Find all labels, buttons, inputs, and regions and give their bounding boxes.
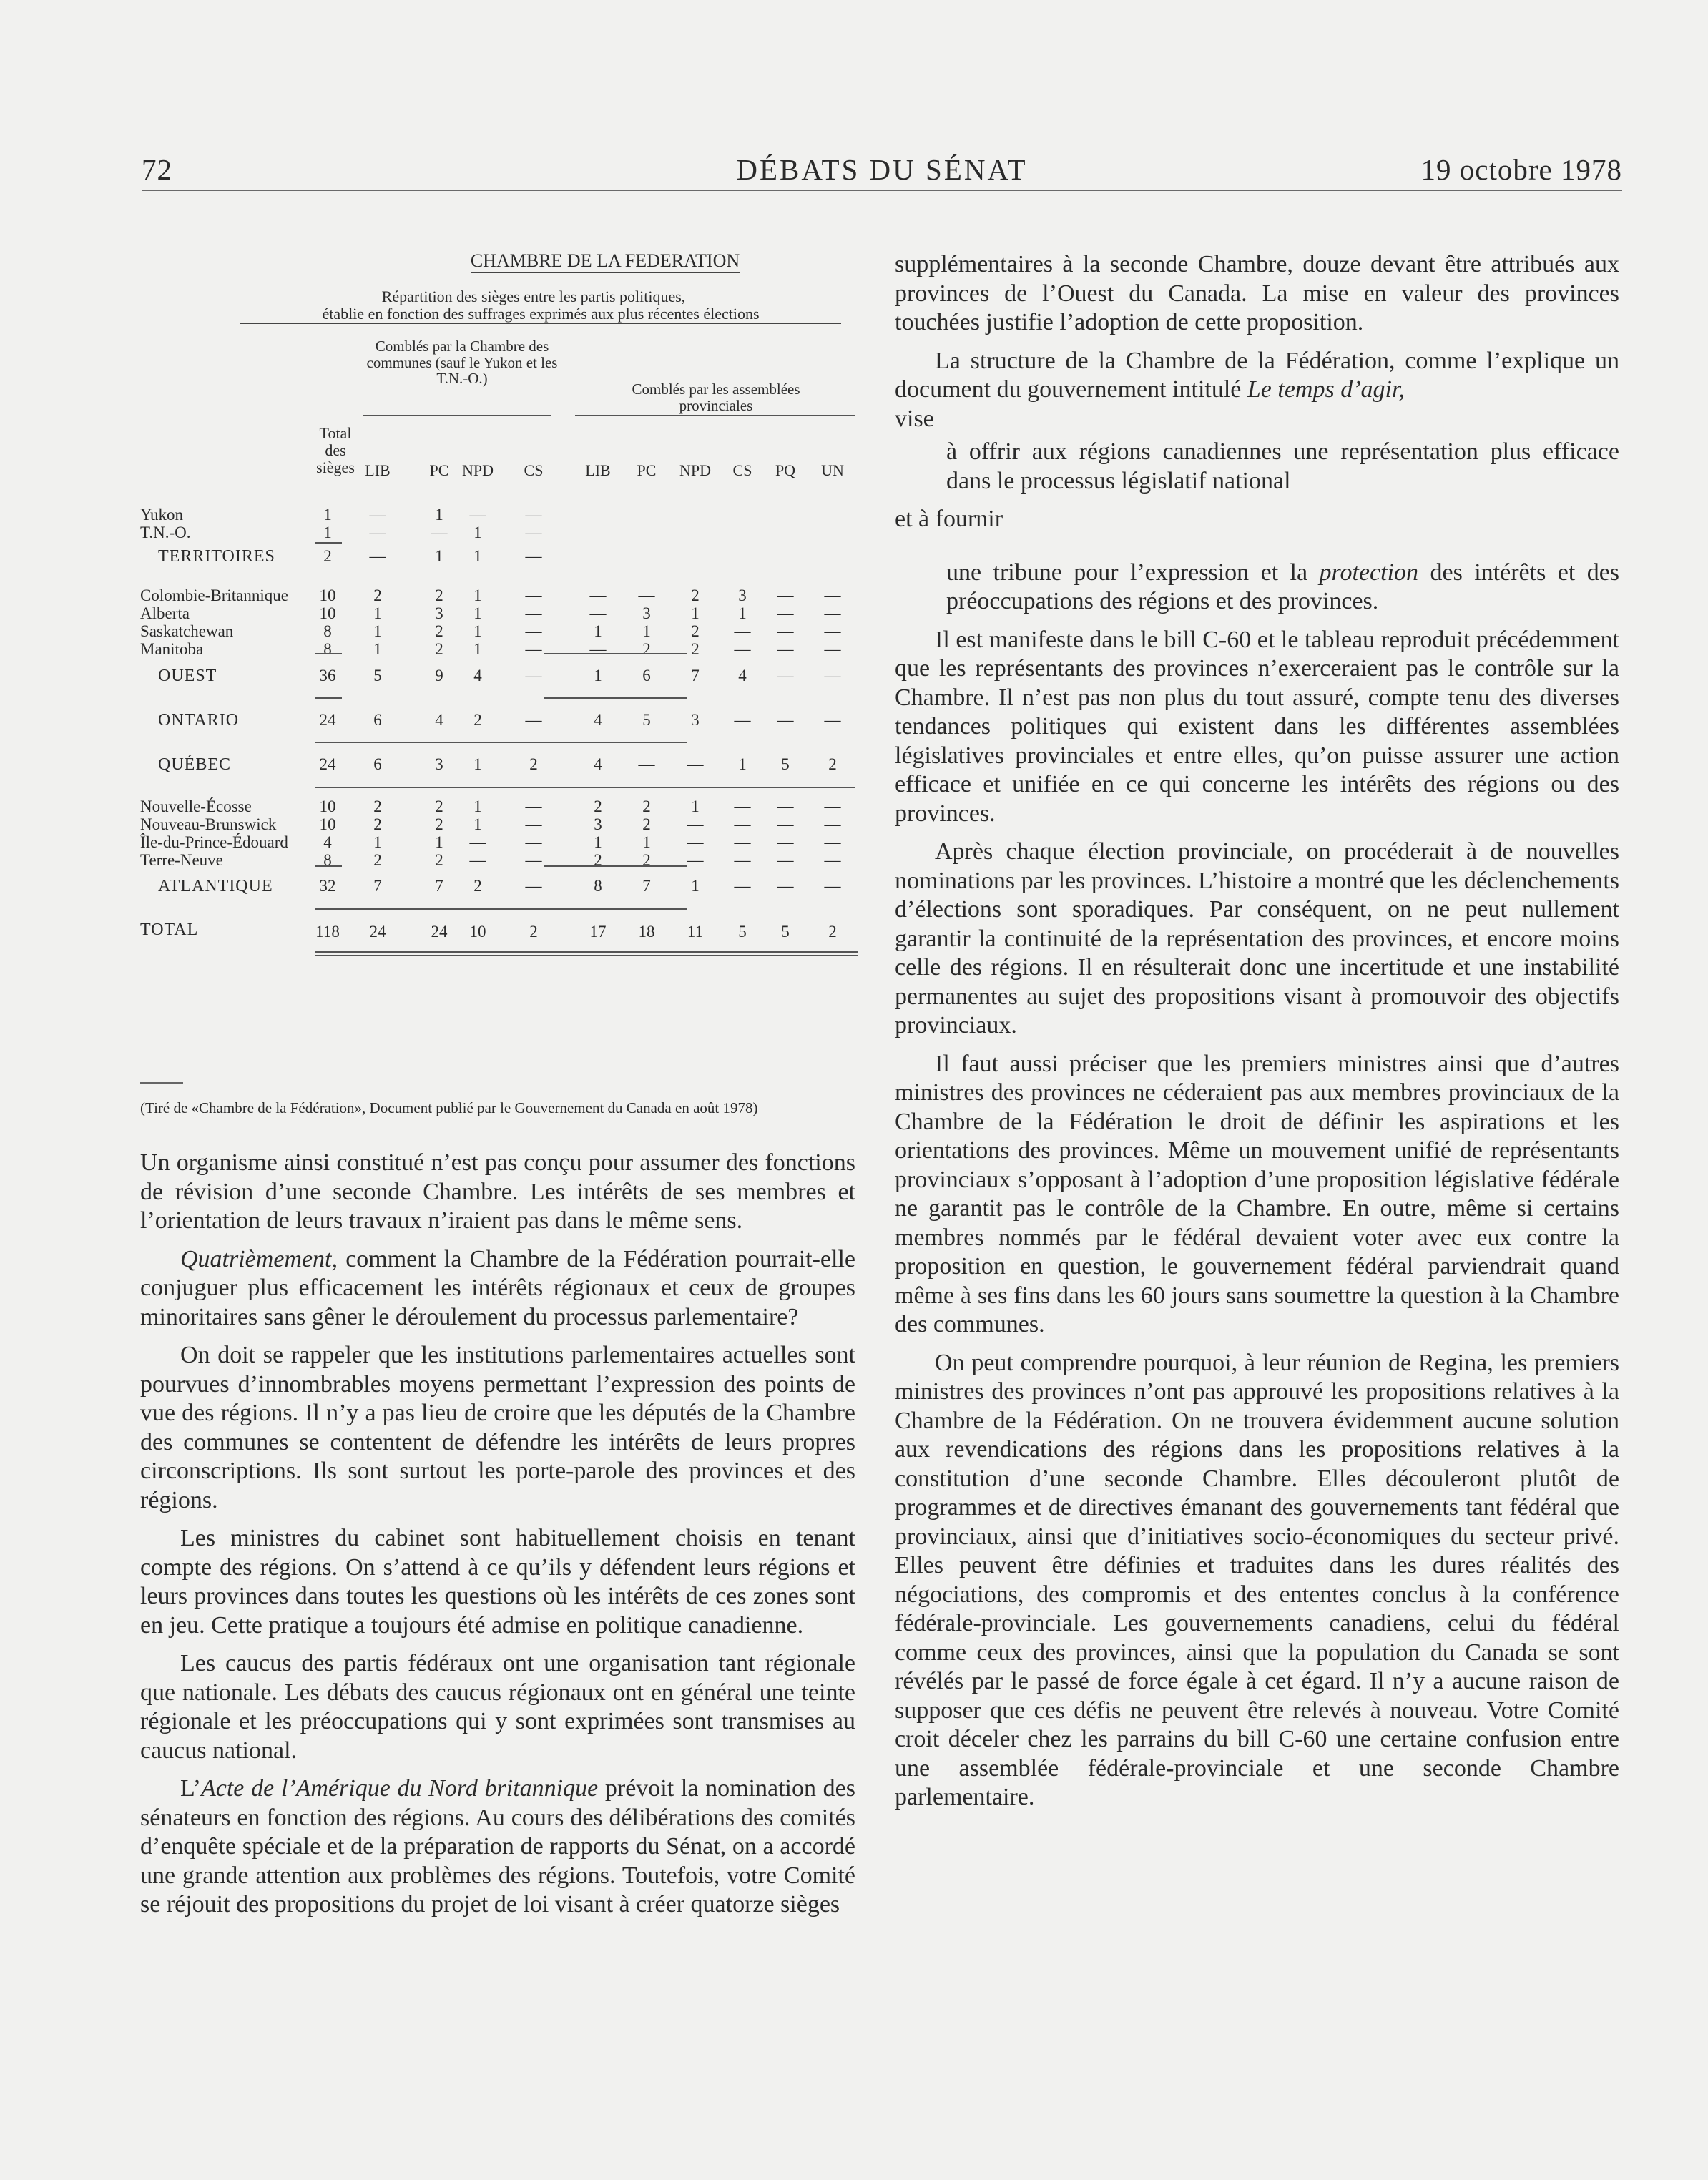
table-cell: 2 [828, 923, 837, 941]
group2-rule [575, 415, 855, 416]
subtotal-rule [544, 908, 687, 910]
table-cell: — [824, 586, 841, 604]
row-label: T.N.-O. [140, 524, 191, 541]
table-cell: 118 [315, 923, 340, 941]
table-source-note: (Tiré de «Chambre de la Fédération», Document publié par le Gouvernement du Canada en août 1978) [140, 1099, 758, 1116]
paragraph: supplémentaires à la seconde Chambre, douze devant être attribués aux provinces de l’Ouest du Canada. La mise en valeur des provinces touchées justifie l’adoption de cette proposition. [895, 251, 1619, 335]
table-cell: — [777, 877, 794, 895]
row-label: QUÉBEC [158, 755, 231, 774]
table-cell: 7 [642, 877, 651, 895]
column-header: NPD [679, 461, 711, 479]
block-quote: à offrir aux régions canadiennes une représentation plus efficace dans le processus législatif national [946, 438, 1619, 494]
table-cell: — [525, 604, 542, 622]
table-cell: — [525, 851, 542, 869]
table-cell: 5 [373, 667, 382, 684]
paragraph: Un organisme ainsi constitué n’est pas conçu pour assumer des fonctions de révision d’une seconde Chambre. Les intérêts de ses membres et l’orientation de leurs travaux n’iraient pas dans le même sens. [140, 1149, 855, 1234]
table-cell: — [824, 640, 841, 658]
table-cell: 1 [473, 755, 482, 773]
paragraph: Les caucus des partis fédéraux ont une organisation tant régionale que nationale. Les débats des caucus régionaux ont en général une teinte régionale et les préoccupations qui y sont exprimées sont transmises au caucus national. [140, 1650, 855, 1764]
table-cell: — [777, 640, 794, 658]
table-cell: 1 [594, 667, 602, 684]
subtotal-rule [315, 697, 342, 699]
subtotal-rule [544, 865, 687, 867]
table-cell: 2 [529, 755, 538, 773]
table-cell: 2 [373, 586, 382, 604]
column-header: NPD [461, 461, 494, 479]
table-cell: 10 [319, 797, 336, 815]
italic-text: protection [1319, 559, 1419, 586]
table-cell: 2 [373, 851, 382, 869]
column-header: CS [524, 461, 544, 479]
paragraph: Quatrièmement, comment la Chambre de la Fédération pourrait-elle conjuguer plus efficacement les intérêts régionaux et ceux de groupes minoritaires sans gêner le déroulement du processus parlementaire? [140, 1245, 856, 1330]
subtotal-rule [544, 653, 687, 654]
row-label: Île-du-Prince-Édouard [140, 833, 288, 851]
table-cell: 1 [738, 755, 747, 773]
table-cell: — [734, 797, 751, 815]
table-cell: — [824, 604, 841, 622]
table-cell: 2 [642, 851, 651, 869]
table-cell: 3 [435, 604, 443, 622]
table-cell: — [369, 547, 386, 565]
italic-text: Quatrièmement, [180, 1245, 338, 1272]
footnote-rule [140, 1082, 183, 1084]
table-cell: — [687, 833, 704, 851]
table-cell: — [734, 711, 751, 729]
row-label: TERRITOIRES [158, 547, 275, 566]
table-cell: 17 [589, 923, 607, 941]
table-cell: 2 [691, 586, 700, 604]
table-cell: — [589, 586, 607, 604]
table-cell: 10 [319, 586, 336, 604]
table-cell: 8 [323, 640, 332, 658]
column-header: PC [429, 461, 449, 479]
table-cell: — [777, 815, 794, 833]
table-cell: — [777, 622, 794, 640]
table-cell: — [469, 851, 486, 869]
paragraph: On doit se rappeler que les institutions parlementaires actuelles sont pourvues d’innombrables moyens permettant l’expression des points de vue des régions. Il n’y a pas lieu de croire que les députés de la Chambre des communes se contentent de défendre les intérêts de leurs propres circonscriptions. Ils sont surtout les porte-parole des provinces et des régions. [140, 1342, 855, 1513]
table-cell: — [777, 833, 794, 851]
table-cell: 4 [323, 833, 332, 851]
table-cell: 1 [473, 797, 482, 815]
table-cell: — [469, 506, 486, 524]
row-label: ONTARIO [158, 711, 240, 730]
table-cell: 36 [319, 667, 336, 684]
table-cell: — [431, 524, 448, 541]
group1-rule [363, 415, 551, 416]
table-cell: 2 [435, 640, 443, 658]
table-cell: — [638, 586, 655, 604]
table-cell: — [777, 667, 794, 684]
table-cell: — [525, 667, 542, 684]
paragraph: Il est manifeste dans le bill C-60 et le tableau reproduit précédemment que les représentants des provinces n’exerceraient pas le contrôle sur la Chambre. Il n’est pas non plus du tout assuré, compte tenu des diverses tendances politiques qui existent dans les différentes assemblées législatives provinciales et entre elles, qu’on puisse assurer une action efficace et unifiée en ce qui concerne les intérêts des régions ou des provinces. [895, 626, 1619, 827]
table-cell: 32 [319, 877, 336, 895]
table-cell: 2 [373, 815, 382, 833]
table-cell: 1 [594, 833, 602, 851]
page-header [142, 147, 1622, 191]
table-cell: 7 [373, 877, 382, 895]
table-cell: — [734, 815, 751, 833]
table-cell: 1 [642, 833, 651, 851]
table-cell: 6 [373, 711, 382, 729]
subtotal-rule [544, 697, 687, 699]
italic-text: Acte de l’Amérique du Nord britannique [200, 1775, 599, 1802]
table-cell: — [525, 797, 542, 815]
table-cell: 2 [473, 711, 482, 729]
column-header: PQ [775, 461, 796, 479]
table-cell: 4 [594, 755, 602, 773]
table-cell: 7 [435, 877, 443, 895]
table-cell: 1 [373, 622, 382, 640]
left-column [140, 1149, 855, 1929]
table-cell: 4 [473, 667, 482, 684]
table-cell: 10 [319, 815, 336, 833]
table-cell: — [369, 506, 386, 524]
table-cell: 1 [473, 815, 482, 833]
table-cell: — [525, 640, 542, 658]
table-cell: 3 [691, 711, 700, 729]
table-cell: — [824, 815, 841, 833]
table-cell: 1 [738, 604, 747, 622]
table-cell: 2 [473, 877, 482, 895]
page-number: 72 [142, 153, 172, 186]
table-cell: 2 [373, 797, 382, 815]
column-header: PC [637, 461, 657, 479]
table-cell: 9 [435, 667, 443, 684]
row-label: Saskatchewan [140, 622, 234, 640]
table-cell: 24 [319, 711, 336, 729]
table-cell: 5 [738, 923, 747, 941]
table-cell: — [824, 797, 841, 815]
block-quote: une tribune pour l’expression et la protection des intérêts et des préoccupations des régions et des provinces. [946, 559, 1620, 614]
table-cell: 4 [738, 667, 747, 684]
table-cell: — [525, 877, 542, 895]
table-cell: — [638, 755, 655, 773]
table-cell: 2 [435, 797, 443, 815]
table-cell: 2 [828, 755, 837, 773]
table-cell: 2 [691, 622, 700, 640]
row-label: Colombie-Britannique [140, 586, 288, 604]
row-label: Nouvelle-Écosse [140, 797, 252, 815]
table-cell: 11 [687, 923, 704, 941]
table-cell: — [469, 833, 486, 851]
table-cell: — [589, 604, 607, 622]
table-subtitle-line2: établie en fonction des suffrages exprimés aux plus récentes élections [240, 305, 841, 324]
table-cell: — [777, 851, 794, 869]
table-cell: — [525, 622, 542, 640]
table-cell: 10 [469, 923, 486, 941]
subtotal-rule [526, 787, 855, 788]
table-cell: 1 [435, 506, 443, 524]
journal-title: DÉBATS DU SÉNAT [736, 153, 1028, 186]
table-cell: — [824, 711, 841, 729]
subtotal-rule [544, 742, 687, 743]
table-cell: 7 [691, 667, 700, 684]
table-cell: 5 [642, 711, 651, 729]
table-cell: — [777, 604, 794, 622]
table-cell: — [525, 524, 542, 541]
table-cell: 4 [435, 711, 443, 729]
table-cell: — [525, 711, 542, 729]
table-cell: 1 [473, 604, 482, 622]
paragraph: On peut comprendre pourquoi, à leur réunion de Regina, les premiers ministres des provinces n’ont pas approuvé les propositions relatives à la Chambre de la Fédération. On ne trouvera évidemment aucune solution aux revendications des régions dans les propositions relatives à la constitution d’une seconde Chambre. Elles découleront plutôt de programmes et de directives émanant des gouvernements tant fédéral que provinciaux, ainsi que d’initiatives socio-économiques du secteur privé. Elles peuvent être définies et traduites dans les dures réalités des négociations, des compromis et des ententes conclus à la conférence fédérale-provinciale. Les gouvernements canadiens, celui du fédéral comme ceux des provinces, ainsi que la population du Canada se sont révélés par le passé de force égale à cet égard. Il n’y a aucune raison de supposer que ces défis ne peuvent être relevés à nouveau. Votre Comité croit déceler chez les parrains du bill C-60 une certaine confusion entre une assemblée fédérale-provinciale et une seconde Chambre parlementaire. [895, 1349, 1619, 1810]
row-label: ATLANTIQUE [158, 877, 273, 895]
total-double-rule [315, 955, 858, 956]
table-cell: 2 [594, 851, 602, 869]
table-cell: — [734, 877, 751, 895]
row-label: Alberta [140, 604, 190, 622]
table-cell: — [369, 524, 386, 541]
table-cell: 2 [435, 622, 443, 640]
table-cell: 1 [323, 524, 332, 541]
column-header: LIB [585, 461, 611, 479]
table-cell: 1 [473, 524, 482, 541]
row-label: Terre-Neuve [140, 851, 223, 869]
table-cell: 2 [691, 640, 700, 658]
table-cell: 8 [594, 877, 602, 895]
table-cell: 4 [594, 711, 602, 729]
total-seats-header: Total des sièges [316, 424, 355, 476]
table-cell: — [525, 547, 542, 565]
table-cell: — [777, 797, 794, 815]
paragraph: Il faut aussi préciser que les premiers ministres ainsi que d’autres ministres des provinces ne céderaient pas aux membres provinciaux de la Chambre de la Fédération le droit de définir les aspirations et les orientations des provinces. Même un mouvement unifié de représentants provinciaux s’opposant à l’adoption d’une proposition législative fédérale ne garantit pas le contrôle de la Chambre. En outre, même si certains membres nommés par le fédéral devaient voter avec eux contre la proposition en question, le gouvernement fédéral parviendrait quand même à ses fins dans les 60 jours sans soumettre la question à la Chambre des communes. [895, 1050, 1619, 1337]
paragraph: et à fournir [895, 506, 1003, 532]
table-cell: — [824, 877, 841, 895]
table-cell: 2 [323, 547, 332, 565]
table-cell: 2 [642, 797, 651, 815]
column-header: LIB [365, 461, 391, 479]
table-cell: 24 [431, 923, 448, 941]
table-cell: — [687, 851, 704, 869]
table-cell: 3 [435, 755, 443, 773]
table-cell: 2 [529, 923, 538, 941]
table-cell: 1 [373, 604, 382, 622]
table-cell: 10 [319, 604, 336, 622]
table-cell: — [734, 833, 751, 851]
italic-text: Le temps d’agir, [1247, 376, 1405, 403]
subtotal-rule [315, 542, 342, 544]
table-cell: 1 [594, 622, 602, 640]
paragraph: Les ministres du cabinet sont habituellement choisis en tenant compte des régions. On s’attend à ce qu’ils y défendent leurs régions et leurs provinces dans toutes les questions où les intérêts de ces zones sont en jeu. Cette pratique a toujours été admise en politique canadienne. [140, 1525, 855, 1639]
table-cell: — [525, 833, 542, 851]
table-cell: 3 [642, 604, 651, 622]
table-cell: 2 [642, 815, 651, 833]
table-cell: 3 [738, 586, 747, 604]
subtotal-rule [315, 865, 342, 867]
table-cell: 5 [781, 755, 790, 773]
issue-date: 19 octobre 1978 [1420, 153, 1622, 186]
table-cell: 18 [638, 923, 655, 941]
table-cell: — [734, 622, 751, 640]
table-title: CHAMBRE DE LA FEDERATION [355, 250, 855, 272]
table-cell: 1 [435, 833, 443, 851]
table-cell: — [525, 815, 542, 833]
table-subtitle-line1: Répartition des sièges entre les partis politiques, [381, 288, 686, 305]
table-cell: 2 [435, 851, 443, 869]
total-double-rule [315, 951, 858, 953]
table-cell: 2 [435, 586, 443, 604]
table-cell: 1 [323, 506, 332, 524]
table-cell: 2 [642, 640, 651, 658]
row-label: Yukon [140, 506, 184, 524]
right-column [895, 250, 1619, 1822]
table-cell: 1 [373, 640, 382, 658]
table-cell: 6 [373, 755, 382, 773]
row-label: Manitoba [140, 640, 204, 658]
table-cell: — [824, 833, 841, 851]
table-cell: 2 [435, 815, 443, 833]
table-cell: — [687, 755, 704, 773]
table-cell: 1 [473, 640, 482, 658]
table-cell: — [687, 815, 704, 833]
row-label: TOTAL [140, 920, 199, 939]
table-cell: 1 [435, 547, 443, 565]
table-cell: — [734, 851, 751, 869]
table-cell: — [525, 586, 542, 604]
table-cell: 6 [642, 667, 651, 684]
table-cell: 1 [473, 622, 482, 640]
column-header: UN [821, 461, 844, 479]
row-label: OUEST [158, 667, 217, 685]
subtotal-rule [315, 653, 342, 654]
paragraph: Après chaque élection provinciale, on procéderait à de nouvelles nominations par les provinces. L’histoire a montré que les déclenchements d’élections sont sporadiques. Par conséquent, on ne peut nullement garantir la continuité de la représentation des provinces, et encore moins celle des régions. Il en résulterait donc une incertitude et une instabilité permanentes au sujet des propositions visant à promouvoir des objectifs provinciaux. [895, 838, 1619, 1039]
table-cell: 1 [691, 877, 700, 895]
table-cell: 5 [781, 923, 790, 941]
table-cell: 1 [691, 797, 700, 815]
paragraph: La structure de la Chambre de la Fédération, comme l’explique un document du gouvernement intitulé Le temps d’agir, vise [895, 347, 1619, 432]
table-cell: 1 [642, 622, 651, 640]
group2-caption: Comblés par les assemblées provinciales [632, 380, 800, 414]
table-cell: 8 [323, 622, 332, 640]
table-cell: — [777, 711, 794, 729]
table-cell: 1 [691, 604, 700, 622]
table-cell: 1 [373, 833, 382, 851]
column-header: CS [732, 461, 752, 479]
table-cell: — [824, 667, 841, 684]
table-cell: — [734, 640, 751, 658]
group1-caption: Comblés par la Chambre des communes (sauf le Yukon et les T.N.-O.) [366, 338, 558, 387]
table-cell: 3 [594, 815, 602, 833]
table-cell: 24 [319, 755, 336, 773]
table-cell: 2 [594, 797, 602, 815]
table-cell: 1 [473, 547, 482, 565]
table-cell: — [824, 851, 841, 869]
row-label: Nouveau-Brunswick [140, 815, 277, 833]
table-cell: — [589, 640, 607, 658]
table-cell: 24 [369, 923, 386, 941]
table-cell: 1 [473, 586, 482, 604]
table-cell: 8 [323, 851, 332, 869]
table-cell: — [777, 586, 794, 604]
paragraph: L’Acte de l’Amérique du Nord britannique prévoit la nomination des sénateurs en fonction des régions. Au cours des délibérations des comités d’enquête spéciale et de la préparation de rapports du Sénat, on a accordé une grande attention aux problèmes des régions. Toutefois, votre Comité se réjouit des propositions du projet de loi visant à créer quatorze sièges [140, 1775, 856, 1918]
table-cell: — [525, 506, 542, 524]
table-cell: — [824, 622, 841, 640]
